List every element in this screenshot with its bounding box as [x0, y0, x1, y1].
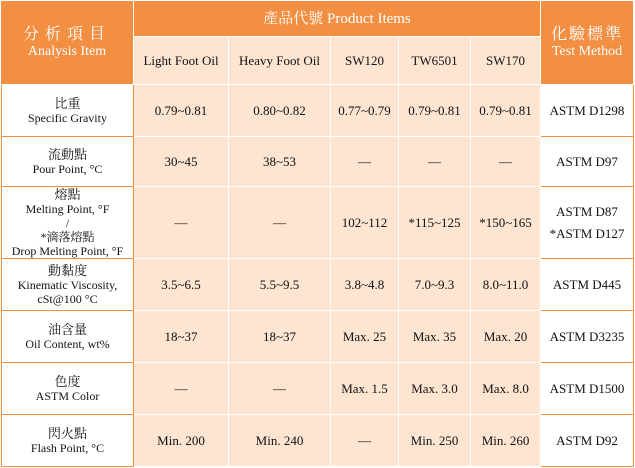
table-row [1, 259, 634, 311]
test-method-label: ASTM D87 [556, 203, 618, 219]
analysis-item-header [1, 1, 134, 85]
spec-value-cell: 38~53 [229, 137, 331, 187]
spec-value-cell: — [471, 137, 541, 187]
analysis-item-label-en: Flash Point, °C [30, 440, 105, 455]
analysis-item-header-en: Analysis Item [27, 43, 107, 59]
test-method-label: *ASTM D127 [549, 225, 625, 241]
spec-value-cell: 0.77~0.79 [331, 85, 399, 137]
spec-value-cell: 18~37 [229, 311, 331, 363]
analysis-item-label-en: *滴落熔點 [40, 229, 95, 244]
spec-value-cell: 102~112 [331, 187, 399, 259]
analysis-item-label-zh: 色度 [54, 373, 81, 389]
analysis-item-label-en: cSt@100 °C [37, 291, 98, 306]
analysis-item-label-en: ASTM Color [35, 388, 100, 403]
test-method-cell [541, 85, 634, 137]
spec-value-cell: Min. 200 [134, 415, 229, 467]
analysis-item-label-zh: 動黏度 [47, 262, 87, 278]
spec-value-cell: *115~125 [399, 187, 471, 259]
spec-value-cell: Max. 20 [471, 311, 541, 363]
analysis-item-label-zh: 油含量 [47, 321, 87, 337]
spec-value-cell: — [331, 415, 399, 467]
test-method-cell [541, 137, 634, 187]
test-method-header-zh: 化驗標準 [551, 25, 624, 43]
analysis-item-label-zh: 比重 [54, 95, 81, 111]
spec-value-cell: 0.79~0.81 [471, 85, 541, 137]
table-row [1, 415, 634, 467]
spec-value-cell: Min. 240 [229, 415, 331, 467]
spec-value-cell: Min. 260 [471, 415, 541, 467]
analysis-item-label-en: / [65, 215, 70, 230]
analysis-item-header-zh: 分析項目 [22, 25, 111, 43]
test-method-label: ASTM D1500 [549, 380, 625, 396]
spec-value-cell: 5.5~9.5 [229, 259, 331, 311]
product-name-cell: Light Foot Oil [134, 37, 229, 85]
spec-value-cell: *150~165 [471, 187, 541, 259]
analysis-item-cell [1, 137, 134, 187]
analysis-item-cell [1, 85, 134, 137]
spec-value-cell: Min. 250 [399, 415, 471, 467]
test-method-label: ASTM D3235 [549, 328, 625, 344]
analysis-item-cell [1, 415, 134, 467]
product-items-header: 產品代號 Product Items [134, 1, 541, 37]
analysis-item-label-zh: 流動點 [47, 146, 87, 162]
table-row [1, 137, 634, 187]
test-method-cell [541, 311, 634, 363]
analysis-item-label-en: Drop Melting Point, °F [11, 243, 124, 258]
test-method-header [541, 1, 634, 85]
spec-value-cell: Max. 1.5 [331, 363, 399, 415]
spec-value-cell: 3.8~4.8 [331, 259, 399, 311]
analysis-item-cell [1, 311, 134, 363]
spec-value-cell: — [331, 137, 399, 187]
table-row [1, 363, 634, 415]
analysis-item-cell [1, 363, 134, 415]
spec-value-cell: — [134, 363, 229, 415]
spec-value-cell: 0.79~0.81 [134, 85, 229, 137]
spec-value-cell: 30~45 [134, 137, 229, 187]
spec-value-cell: Max. 25 [331, 311, 399, 363]
product-name-cell: SW120 [331, 37, 399, 85]
test-method-label: ASTM D1298 [549, 102, 625, 118]
test-method-cell [541, 363, 634, 415]
analysis-item-label-en: Oil Content, wt% [25, 336, 110, 351]
analysis-item-cell [1, 259, 134, 311]
spec-value-cell: — [399, 137, 471, 187]
analysis-item-label-en: Pour Point, °C [32, 161, 103, 176]
test-method-label: ASTM D97 [556, 153, 618, 169]
test-method-cell [541, 259, 634, 311]
spec-value-cell: Max. 35 [399, 311, 471, 363]
test-method-label: ASTM D445 [552, 276, 622, 292]
table-row [1, 85, 634, 137]
spec-value-cell: 7.0~9.3 [399, 259, 471, 311]
spec-value-cell: — [229, 363, 331, 415]
spec-value-cell: Max. 8.0 [471, 363, 541, 415]
product-spec-table [1, 1, 634, 467]
test-method-label: ASTM D92 [556, 432, 618, 448]
product-name-cell: SW170 [471, 37, 541, 85]
table-row [1, 187, 634, 259]
spec-value-cell: 8.0~11.0 [471, 259, 541, 311]
spec-value-cell: 0.79~0.81 [399, 85, 471, 137]
spec-value-cell: — [134, 187, 229, 259]
spec-value-cell: 0.80~0.82 [229, 85, 331, 137]
product-name-cell: Heavy Foot Oil [229, 37, 331, 85]
analysis-item-label-zh: 熔點 [54, 186, 81, 202]
analysis-item-label-en: Melting Point, °F [25, 201, 110, 216]
test-method-cell [541, 415, 634, 467]
table-row [1, 311, 634, 363]
analysis-item-cell [1, 187, 134, 259]
test-method-header-en: Test Method [551, 43, 623, 59]
spec-value-cell: — [229, 187, 331, 259]
analysis-item-label-en: Kinematic Viscosity, [17, 277, 118, 292]
analysis-item-label-zh: 閃火點 [47, 425, 87, 441]
spec-value-cell: Max. 3.0 [399, 363, 471, 415]
product-name-cell: TW6501 [399, 37, 471, 85]
spec-value-cell: 3.5~6.5 [134, 259, 229, 311]
spec-value-cell: 18~37 [134, 311, 229, 363]
analysis-item-label-en: Specific Gravity [28, 110, 107, 125]
test-method-cell [541, 187, 634, 259]
